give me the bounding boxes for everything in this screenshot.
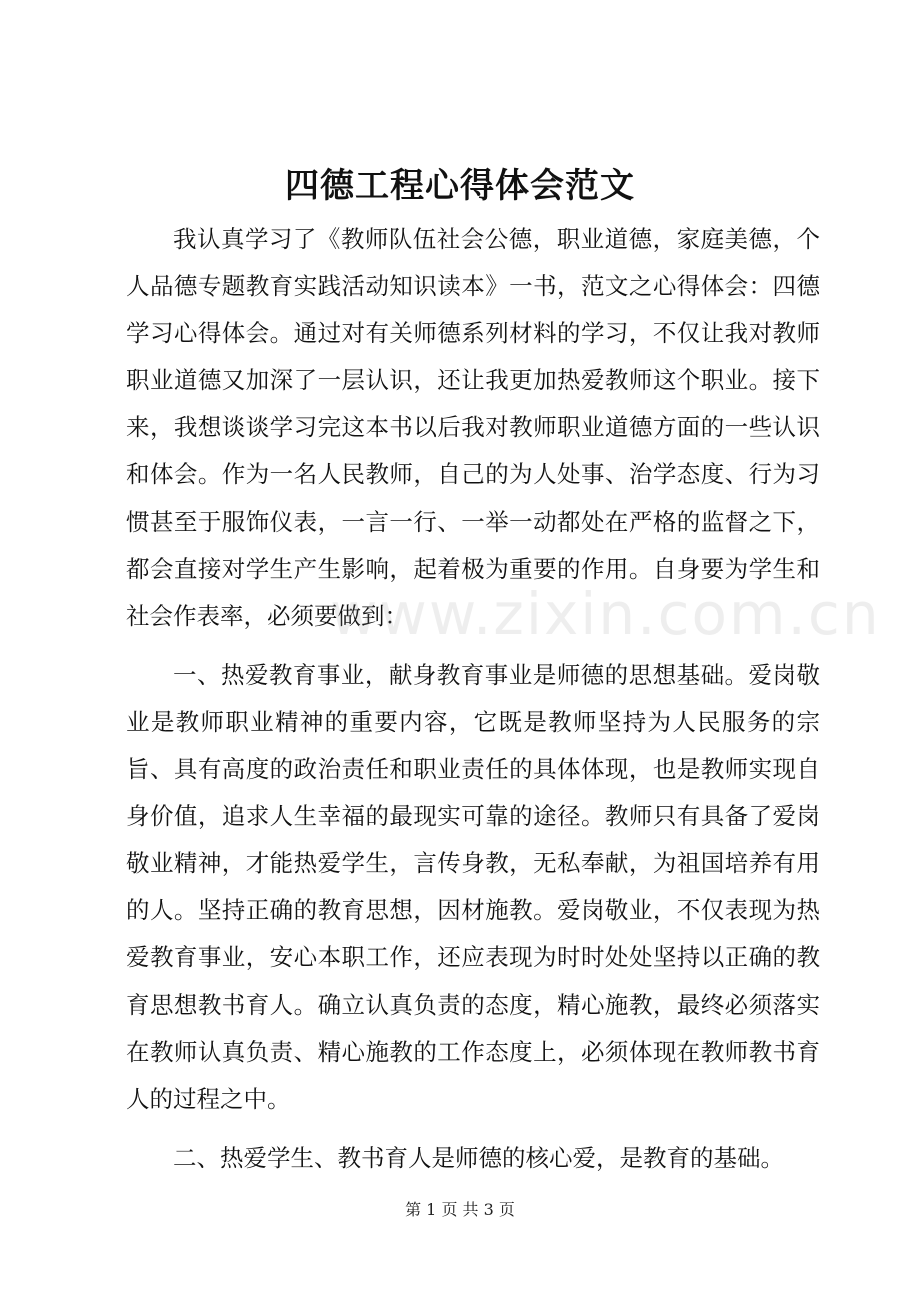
watermark-text: www.zixin.com.cn (330, 580, 881, 648)
paragraph-intro: 我认真学习了《教师队伍社会公德，职业道德，家庭美德，个人品德专题教育实践活动知识读本》一书，范文之心得体会：四德学习心得体会。通过对有关师德系列材料的学习，不仅让我对教师职业道德又加深了一层认识，还让我更加热爱教师这个职业。接下来，我想谈谈学习完这本书以后我对教师职业道德方面的一些认识和体会。作为一名人民教师，自己的为人处事、治学态度、行为习惯甚至于服饰仪表，一言一行、一举一动都处在严格的监督之下，都会直接对学生产生影响，起着极为重要的作用。自身要为学生和社会作表率，必须要做到： (126, 225, 820, 630)
document-title: 四德工程心得体会范文 (285, 166, 635, 206)
paragraph-section-one: 一、热爱教育事业，献身教育事业是师德的思想基础。爱岗敬业是教师职业精神的重要内容，它既是教师坚持为人民服务的宗旨、具有高度的政治责任和职业责任的具体体现，也是教师实现自身价值，追求人生幸福的最现实可靠的途径。教师只有具备了爱岗敬业精神，才能热爱学生，言传身教，无私奉献，为祖国培养有用的人。坚持正确的教育思想，因材施教。爱岗敬业，不仅表现为热爱教育事业，安心本职工作，还应表现为时时处处坚持以正确的教育思想教书育人。确立认真负责的态度，精心施教，最终必须落实在教师认真负责、精心施教的工作态度上，必须体现在教师教书育人的过程之中。 (126, 660, 820, 1113)
document-body (126, 216, 820, 1182)
paragraph-section-two: 二、热爱学生、教书育人是师德的核心爱，是教育的基础。 (173, 1143, 784, 1172)
page-footer: 第 1 页 共 3 页 (405, 1200, 515, 1219)
